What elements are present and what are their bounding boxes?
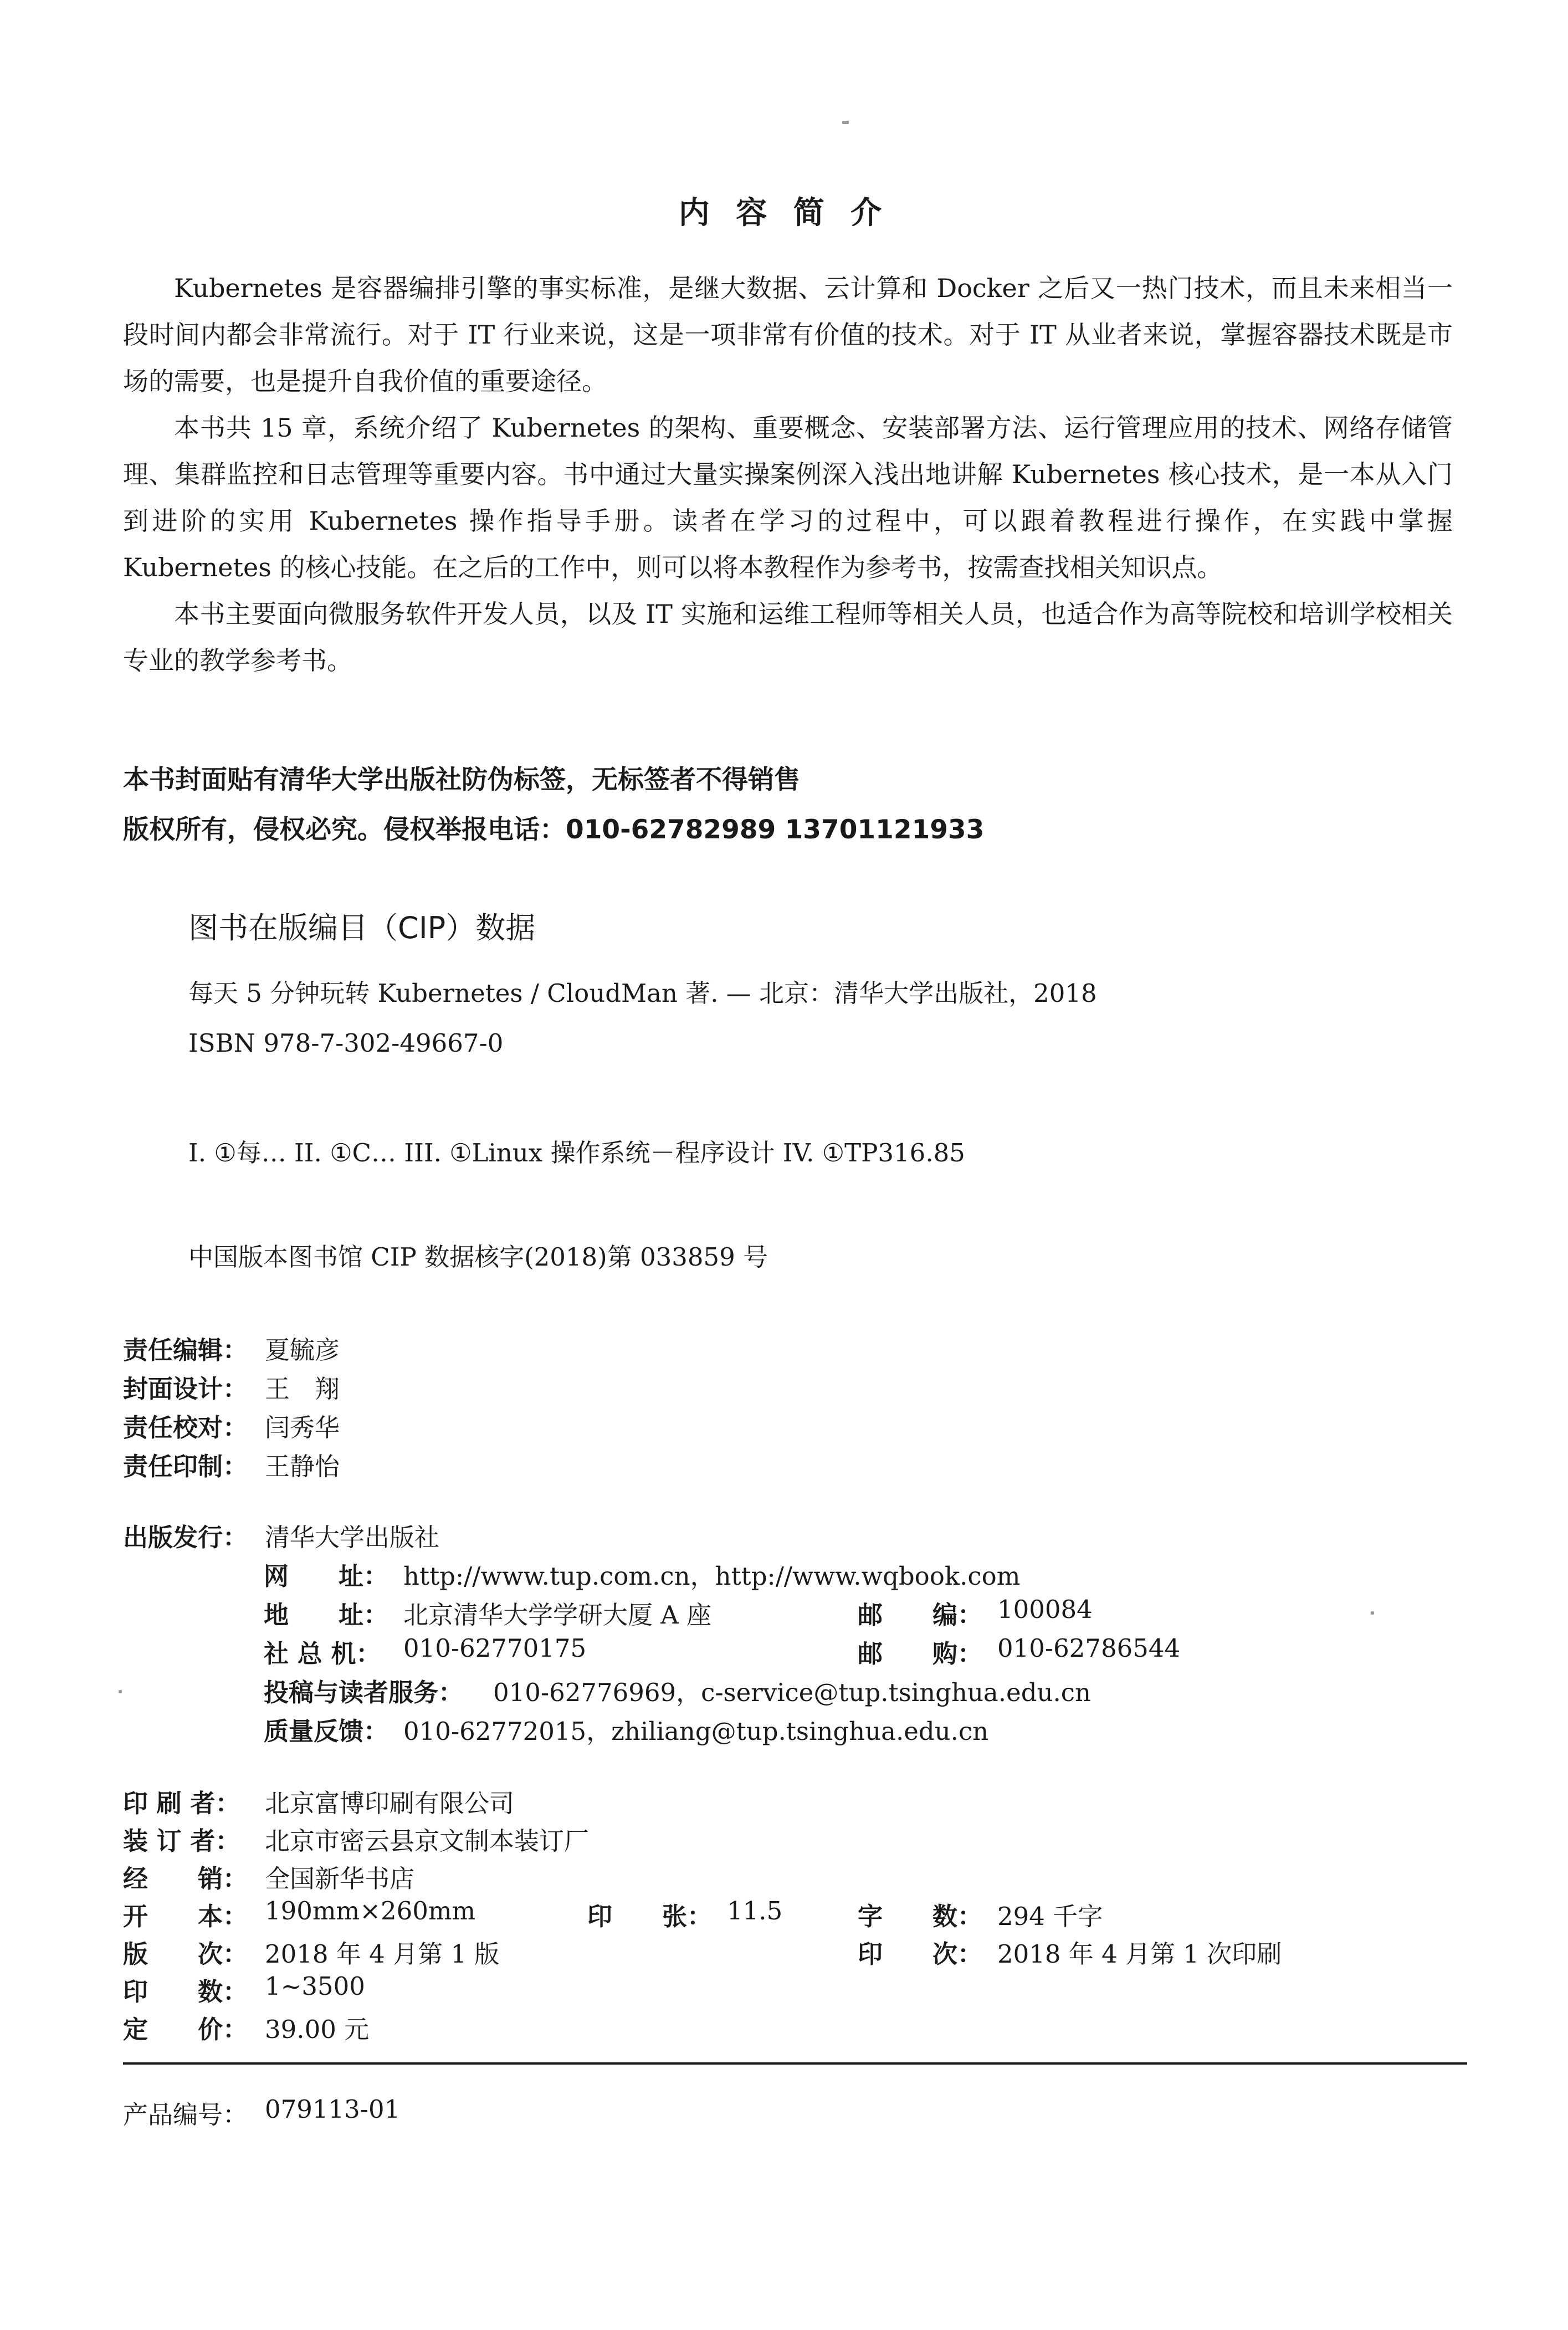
credit-value: 王静怡 [265, 1452, 340, 1481]
credit-label: 封面设计： [123, 1374, 248, 1404]
credit-label: 责任编辑： [123, 1335, 248, 1365]
credit-value: 夏毓彦 [265, 1335, 340, 1365]
postcode-label: 邮 编： [858, 1600, 983, 1630]
mail-order-value: 010-62786544 [997, 1633, 1181, 1663]
credit-label: 责任校对： [123, 1413, 248, 1442]
publisher-name: 清华大学出版社 [265, 1523, 440, 1552]
credit-value: 闫秀华 [265, 1413, 340, 1442]
edition-label: 版 次： [123, 1939, 248, 1969]
summary-paragraph: 本书主要面向微服务软件开发人员，以及 IT 实施和运维工程师等相关人员，也适合作为高等院校和培训学校相关专业的教学参考书。 [123, 599, 1453, 675]
scan-speck [1371, 1611, 1374, 1615]
website-label: 网 址： [264, 1561, 389, 1591]
format-value: 190mm×260mm [265, 1896, 476, 1926]
cip-heading: 图书在版编目（CIP）数据 [188, 910, 536, 945]
mail-order-label: 邮 购： [858, 1639, 983, 1668]
scan-speck [119, 1690, 122, 1693]
sheets-value: 11.5 [727, 1896, 783, 1926]
summary-paragraph: 本书共 15 章，系统介绍了 Kubernetes 的架构、重要概念、安装部署方法、运行管理应用的技术、网络存储管理、集群监控和日志管理等重要内容。书中通过大量实操案例深入浅出地讲解 Kubernetes 核心技术，是一本从入门到进阶的实用 Kubernetes 操作指导手册。读者在学习的过程中，可以跟着教程进行操作，在实践中掌握 Kubernetes 的核心技能。在之后的工作中，则可以将本教程作为参考书，按需查找相关知识点。 [123, 413, 1453, 582]
website-value: http://www.tup.com.cn，http://www.wqbook.com [403, 1561, 1021, 1591]
credit-value: 王 翔 [265, 1374, 340, 1404]
sheets-label: 印 张： [587, 1902, 713, 1931]
summary-body [123, 265, 1453, 684]
printer-label: 印 刷 者： [123, 1789, 240, 1818]
printer-value: 北京富博印刷有限公司 [265, 1789, 515, 1818]
impression-value: 2018 年 4 月第 1 次印刷 [997, 1939, 1282, 1969]
address-value: 北京清华大学学研大厦 A 座 [403, 1600, 712, 1630]
summary-title: 内 容 简 介 [678, 195, 890, 231]
switchboard-label: 社 总 机： [264, 1639, 381, 1668]
reader-service-value: 010-62776969，c-service@tup.tsinghua.edu.cn [493, 1678, 1091, 1707]
scan-speck [842, 121, 849, 124]
print-run-value: 1~3500 [265, 1971, 365, 2001]
divider-rule [123, 2062, 1467, 2065]
switchboard-value: 010-62770175 [403, 1633, 587, 1663]
edition-value: 2018 年 4 月第 1 版 [265, 1939, 500, 1969]
summary-paragraph: Kubernetes 是容器编排引擎的事实标准，是继大数据、云计算和 Docker 之后又一热门技术，而且未来相当一段时间内都会非常流行。对于 IT 行业来说，这是一项非常有价值的技术。对于 IT 从业者来说，掌握容器技术既是市场的需要，也是提升自我价值的重要途径。 [123, 273, 1453, 396]
price-value: 39.00 元 [265, 2015, 370, 2044]
distributor-value: 全国新华书店 [265, 1864, 415, 1893]
anti-counterfeit-notice: 本书封面贴有清华大学出版社防伪标签，无标签者不得销售 [123, 765, 800, 795]
words-value: 294 千字 [997, 1902, 1103, 1931]
cip-library-number: 中国版本图书馆 CIP 数据核字(2018)第 033859 号 [188, 1242, 768, 1272]
words-label: 字 数： [858, 1902, 983, 1931]
product-code-label: 产品编号： [123, 2100, 248, 2129]
credit-label: 责任印制： [123, 1452, 248, 1481]
binder-value: 北京市密云县京文制本装订厂 [265, 1826, 590, 1856]
publisher-label: 出版发行： [123, 1523, 248, 1552]
feedback-label: 质量反馈： [264, 1717, 389, 1746]
distributor-label: 经 销： [123, 1864, 248, 1893]
address-label: 地 址： [264, 1600, 389, 1630]
format-label: 开 本： [123, 1902, 248, 1931]
print-run-label: 印 数： [123, 1977, 248, 2006]
impression-label: 印 次： [858, 1939, 983, 1969]
binder-label: 装 订 者： [123, 1826, 240, 1856]
postcode-value: 100084 [997, 1595, 1093, 1624]
cip-isbn: ISBN 978-7-302-49667-0 [188, 1028, 504, 1058]
reader-service-label: 投稿与读者服务： [264, 1678, 464, 1707]
cip-title-line: 每天 5 分钟玩转 Kubernetes / CloudMan 著. — 北京：清华大学出版社，2018 [188, 979, 1097, 1008]
cip-classification: I. ①每… II. ①C… III. ①Linux 操作系统－程序设计 IV. ①TP316.85 [188, 1138, 965, 1167]
feedback-value: 010-62772015，zhiliang@tup.tsinghua.edu.cn [403, 1717, 989, 1746]
copyright-notice: 版权所有，侵权必究。侵权举报电话：010-62782989 13701121933 [123, 815, 985, 845]
product-code-value: 079113-01 [265, 2095, 401, 2124]
price-label: 定 价： [123, 2015, 248, 2044]
